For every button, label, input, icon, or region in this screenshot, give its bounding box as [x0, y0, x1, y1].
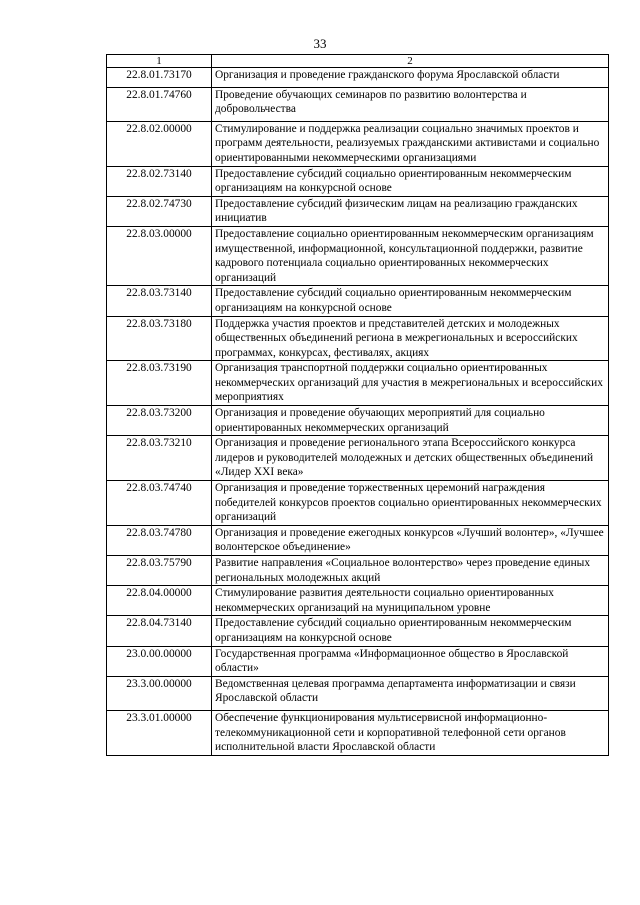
table-row: [107, 436, 609, 481]
row-description: Предоставление субсидий социально ориентированным некоммерческим организациям на конкурсной основе: [212, 286, 609, 316]
row-code: 22.8.03.73200: [107, 406, 212, 436]
table-row: [107, 646, 609, 676]
row-description: Развитие направления «Социальное волонтерство» через проведение единых региональных молодежных акций: [212, 556, 609, 586]
row-description: Организация и проведение гражданского форума Ярославской области: [212, 68, 609, 88]
budget-classification-table: [106, 54, 609, 756]
row-code: 22.8.02.00000: [107, 121, 212, 166]
row-description: Организация и проведение ежегодных конкурсов «Лучший волонтер», «Лучшее волонтерское объединение»: [212, 525, 609, 555]
table-row: [107, 226, 609, 285]
table-row: [107, 586, 609, 616]
table-row: [107, 166, 609, 196]
table-row: [107, 316, 609, 361]
table-row: [107, 68, 609, 88]
row-description: Предоставление социально ориентированным некоммерческим организациям имущественной, информационной, консультационной поддержки, развитие кадрового потенциала социально ориентированных некоммерческих организаций: [212, 226, 609, 285]
table-row: [107, 710, 609, 755]
row-code: 22.8.04.73140: [107, 616, 212, 646]
table-row: [107, 676, 609, 710]
page-number: 33: [313, 36, 327, 51]
row-code: 22.8.03.00000: [107, 226, 212, 285]
row-description: Государственная программа «Информационное общество в Ярославской области»: [212, 646, 609, 676]
row-description: Поддержка участия проектов и представителей детских и молодежных общественных объединений региона в межрегиональных и всероссийских программах, конкурсах, фестивалях, акциях: [212, 316, 609, 361]
table-row: [107, 286, 609, 316]
row-code: 22.8.03.74740: [107, 481, 212, 526]
table-row: [107, 196, 609, 226]
row-description: Организация и проведение регионального этапа Всероссийского конкурса лидеров и руководителей молодежных и детских общественных объединений «Лидер XXI века»: [212, 436, 609, 481]
row-code: 22.8.03.73140: [107, 286, 212, 316]
row-code: 22.8.03.73190: [107, 361, 212, 406]
row-code: 22.8.01.74760: [107, 87, 212, 121]
row-code: 22.8.03.74780: [107, 525, 212, 555]
row-code: 23.0.00.00000: [107, 646, 212, 676]
row-code: 22.8.02.74730: [107, 196, 212, 226]
row-description: Организация и проведение торжественных церемоний награждения победителей конкурсов проектов социально ориентированных некоммерческих организаций: [212, 481, 609, 526]
table-row: [107, 556, 609, 586]
row-code: 23.3.00.00000: [107, 676, 212, 710]
table-header-row: [107, 55, 609, 68]
row-code: 22.8.02.73140: [107, 166, 212, 196]
row-code: 22.8.04.00000: [107, 586, 212, 616]
row-description: Предоставление субсидий социально ориентированным некоммерческим организациям на конкурсной основе: [212, 616, 609, 646]
row-description: Стимулирование и поддержка реализации социально значимых проектов и программ деятельности, реализуемых гражданскими активистами и социально ориентированными некоммерческими организациями: [212, 121, 609, 166]
table-row: [107, 361, 609, 406]
table-row: [107, 121, 609, 166]
table-row: [107, 87, 609, 121]
row-code: 22.8.03.73180: [107, 316, 212, 361]
row-description: Предоставление субсидий социально ориентированным некоммерческим организациям на конкурсной основе: [212, 166, 609, 196]
table-row: [107, 525, 609, 555]
table-row: [107, 616, 609, 646]
row-description: Стимулирование развития деятельности социально ориентированных некоммерческих организаций на муниципальном уровне: [212, 586, 609, 616]
row-description: Организация и проведение обучающих мероприятий для социально ориентированных некоммерческих организаций: [212, 406, 609, 436]
row-code: 22.8.01.73170: [107, 68, 212, 88]
table-row: [107, 406, 609, 436]
row-description: Предоставление субсидий физическим лицам на реализацию гражданских инициатив: [212, 196, 609, 226]
row-description: Ведомственная целевая программа департамента информатизации и связи Ярославской области: [212, 676, 609, 710]
table-row: [107, 481, 609, 526]
row-code: 22.8.03.73210: [107, 436, 212, 481]
row-description: Обеспечение функционирования мультисервисной информационно-телекоммуникационной сети и корпоративной телефонной сети органов исполнительной власти Ярославской области: [212, 710, 609, 755]
row-description: Организация транспортной поддержки социально ориентированных некоммерческих организаций для участия в межрегиональных и всероссийских мероприятиях: [212, 361, 609, 406]
row-description: Проведение обучающих семинаров по развитию волонтерства и добровольчества: [212, 87, 609, 121]
column-header-description: 2: [212, 55, 609, 68]
row-code: 23.3.01.00000: [107, 710, 212, 755]
row-code: 22.8.03.75790: [107, 556, 212, 586]
column-header-code: 1: [107, 55, 212, 68]
